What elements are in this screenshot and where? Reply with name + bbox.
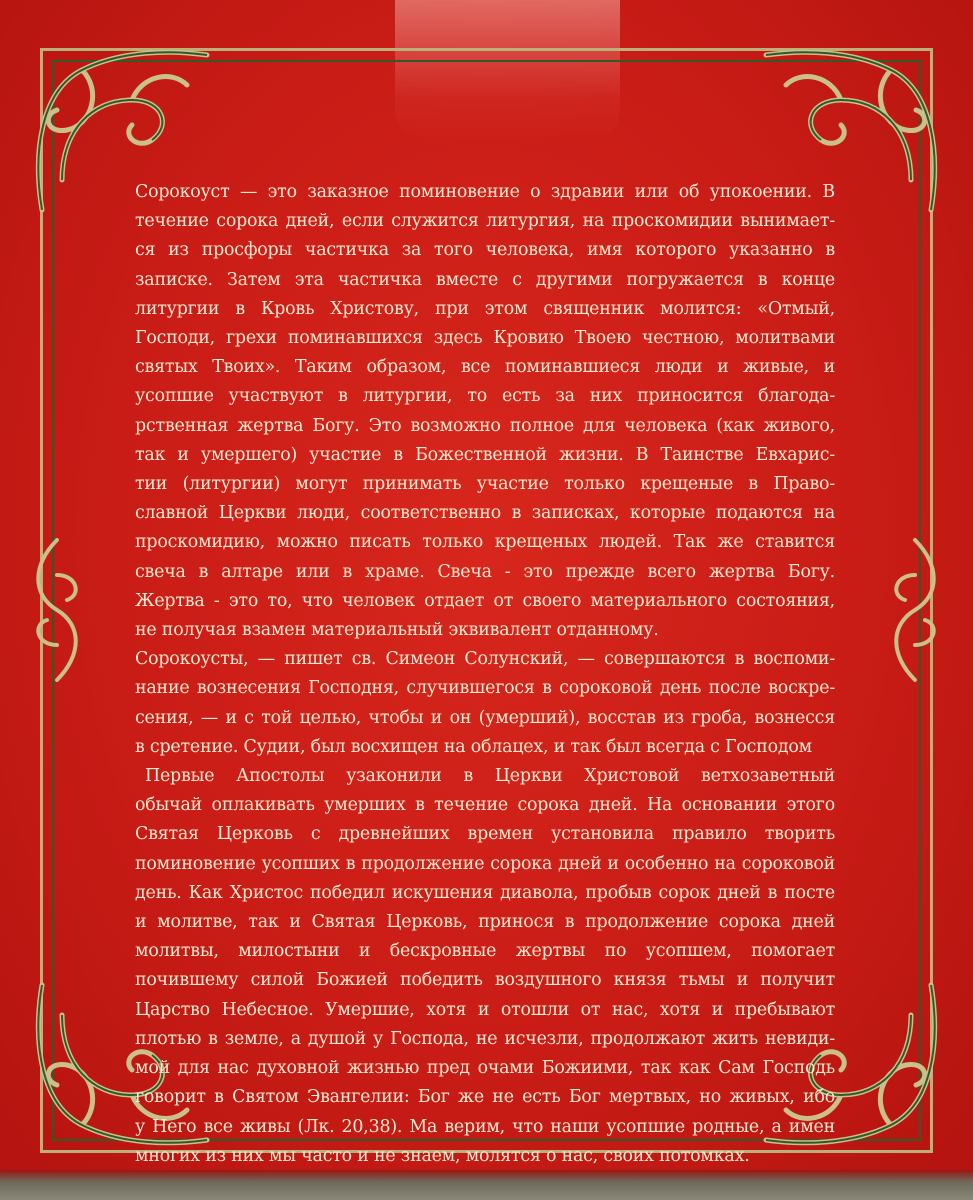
text-line: сения, — и с той целью, чтобы и он (умерший), восстав из гроба, вознесся — [135, 707, 835, 728]
text-line: так и умершего) участие в Божественной жизни. В Таинстве Евхарис- — [135, 444, 835, 465]
text-line: не получая взамен материальный эквивалент отданному. — [135, 620, 659, 641]
text-line: литургии в Кровь Христову, при этом священник молится: «Отмый, — [135, 298, 835, 319]
text-line: многих из них мы часто и не знаем, молятся о нас, своих потомках. — [135, 1145, 750, 1166]
text-line: Святая Церковь с древнейших времен установила правило творить — [135, 824, 835, 845]
text-line: Сорокоусты, — пишет св. Симеон Солунский, — совершаются в воспоми- — [135, 649, 835, 670]
text-line: поминовение усопших в продолжение сорока дней и особенно на сороковой — [135, 853, 835, 874]
text-line: у Него все живы (Лк. 20,38). Ма верим, что наши усопшие родные, а имен — [135, 1116, 835, 1137]
body-text — [135, 178, 835, 1171]
text-line: в сретение. Судии, был восхищен на облацех, и так был всегда с Господом — [135, 736, 812, 757]
text-line: день. Как Христос победил искушения диавола, пробыв сорок дней в посте — [135, 882, 835, 903]
text-line: говорит в Святом Эвангелии: Бог же не есть Бог мертвых, но живых, ибо — [135, 1087, 835, 1108]
bottom-edge — [0, 1170, 973, 1200]
text-line: Первые Апостолы узаконили в Церкви Христовой ветхозаветный — [145, 766, 835, 787]
text-line: рственная жертва Богу. Это возможно полное для человека (как живого, — [135, 415, 835, 436]
text-line: Жертва - это то, что человек отдает от своего материального состояния, — [135, 590, 835, 611]
text-line: обычай оплакивать умерших в течение сорока дней. На основании этого — [135, 795, 835, 816]
text-line: молитвы, милостыни и бескровные жертвы по усопшем, помогает — [135, 941, 835, 962]
text-line: записке. Затем эта частичка вместе с другими погружается в конце — [135, 269, 835, 290]
text-line: нание вознесения Господня, случившегося в сороковой день после воскре- — [135, 678, 835, 699]
text-line: усопшие участвуют в литургии, то есть за них приносится благода- — [135, 386, 835, 407]
floral-side-icon — [880, 535, 950, 685]
text-line: свеча в алтаре или в храме. Свеча - это прежде всего жертва Богу. — [135, 561, 835, 582]
text-line: почившему силой Божией победить воздушного князя тьмы и получит — [135, 970, 835, 991]
text-line: течение сорока дней, если служится литургия, на проскомидии вынимает- — [135, 211, 835, 232]
text-line: плотью в земле, а душой у Господа, не исчезли, продолжают жить невиди- — [135, 1028, 835, 1049]
floral-side-icon — [22, 535, 92, 685]
text-line: тии (литургии) могут принимать участие только крещеные в Право- — [135, 474, 835, 495]
text-line: Сорокоуст — это заказное поминовение о здравии или об упокоении. В — [135, 182, 835, 202]
text-line: Царство Небесное. Умершие, хотя и отошли от нас, хотя и пребывают — [135, 999, 835, 1020]
text-line: проскомидию, можно писать только крещеных людей. Так же ставится — [135, 532, 835, 553]
text-line: и молитве, так и Святая Церковь, принося в продолжение сорока дней — [135, 912, 835, 933]
text-line: Господи, грехи поминавшихся здесь Кровию Твоею честною, молитвами — [135, 328, 835, 349]
text-line: ся из просфоры частичка за того человека, имя которого указанно в — [135, 240, 835, 261]
text-line: мой для нас духовной жизнью пред очами Божиими, так как Сам Господь — [135, 1058, 835, 1079]
text-line: святых Твоих». Таким образом, все поминавшиеся люди и живые, и — [135, 357, 835, 378]
text-line: славной Церкви люди, соответственно в записках, которые подаются на — [135, 503, 835, 524]
